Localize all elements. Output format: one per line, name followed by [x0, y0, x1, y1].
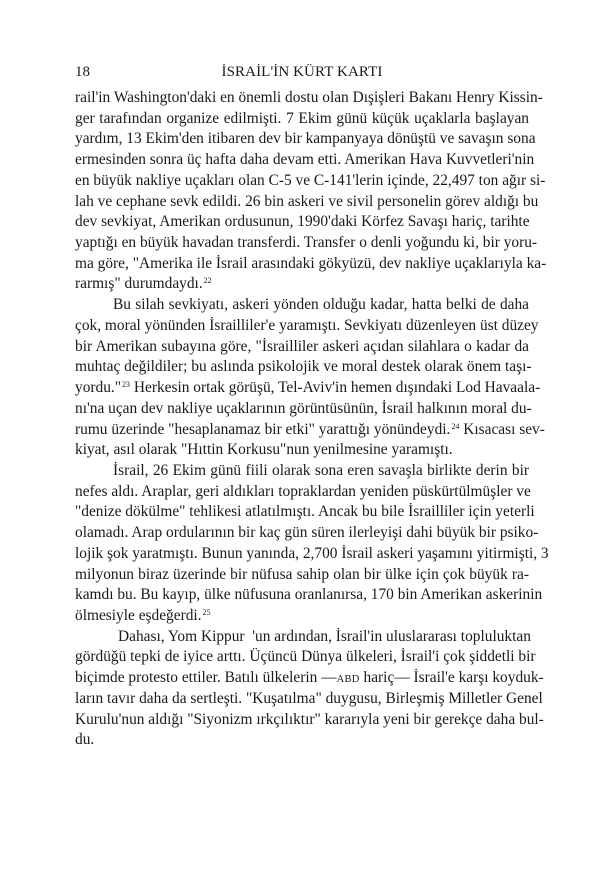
text-line: Dahası, Yom Kippur 'un ardından, İsrail'in uluslararası topluluktan — [118, 627, 531, 645]
text-line: İsrail, 26 Ekim günü fiili olarak sona eren savaşla birlikte derin bir — [113, 461, 529, 479]
text-line: bir Amerikan subayına göre, "İsrailliler askeri açıdan silahlara o kadar da — [75, 337, 529, 355]
text-line: yardım, 13 Ekim'den itibaren dev bir kampanyaya dönüştü ve savaşın sona — [75, 130, 536, 148]
text-line: ölmesiyle eşdeğerdi.$^{25}$ — [75, 606, 211, 624]
text-line: muhtaç değildiler; bu aslında psikolojik ve moral destek olarak önem taşı- — [75, 358, 532, 376]
text-line: lah ve cephane sevk edildi. 26 bin askeri ve sivil personelin görev aldığı bu — [75, 192, 539, 210]
running-title: İSRAİL'İN KÜRT KARTI — [221, 64, 383, 80]
text-line: Bu silah sevkiyatı, askeri yönden olduğu kadar, hatta belki de daha — [113, 296, 529, 314]
text-line: rail'in Washington'daki en önemli dostu olan Dışişleri Bakanı Henry Kissin- — [75, 89, 543, 106]
text-line: çok, moral yönünden İsrailliler'e yaramıştı. Sevkiyatı düzenleyen üst düzey — [75, 316, 539, 334]
text-line: nefes aldı. Araplar, geri aldıkları topraklardan yeniden püskürtülmüşler ve — [75, 482, 531, 500]
text-line: en büyük nakliye uçakları olan C-5 ve C-141'lerin içinde, 22,497 ton ağır si- — [75, 171, 546, 189]
text-line: milyonun biraz üzerinde bir nüfusa sahip olan bir ülke için çok büyük ra- — [75, 565, 529, 583]
text-line: gördüğü tepki de iyice arttı. Üçüncü Dünya ülkeleri, İsrail'i çok şiddetli bir — [75, 648, 536, 666]
text-line: ermesinden sonra üç hafta daha devam etti. Amerikan Hava Kuvvetleri'nin — [75, 151, 535, 169]
text-line: ma göre, "Amerika ile İsrail arasındaki gökyüzü, dev nakliye uçaklarıyla ka- — [75, 254, 547, 272]
text-line: "denize dökülme" tehlikesi atlatılmıştı. Ancak bu bile İsrailliler için yeterli — [75, 503, 535, 521]
paragraph — [75, 88, 547, 295]
paragraph — [75, 295, 545, 461]
body-text — [75, 88, 549, 751]
text-line: du. — [75, 731, 95, 749]
footnote-ref[interactable]: 24 — [451, 421, 460, 431]
footnote-ref[interactable]: 25 — [202, 607, 211, 617]
paragraph — [75, 461, 549, 627]
text-line: rumu üzerinde "hesaplanamaz bir etki" yarattığı yönündeydi.$^{24}$ Kısacası sev- — [75, 420, 545, 438]
text-line: yordu."$^{23}$ Herkesin ortak görüşü, Tel-Aviv'in hemen dışındaki Lod Havaala- — [75, 379, 541, 397]
running-header — [75, 64, 529, 84]
text-line: Kurulu'nun aldığı "Siyonizm ırkçılıktır" kararıyla yeni bir gerekçe daha bul- — [75, 710, 544, 728]
page-number: 18 — [75, 64, 90, 80]
text-line: ger tarafından organize edilmişti. 7 Ekim günü küçük uçaklarla başlayan — [75, 109, 529, 127]
text-line: rarmış" durumdaydı.$^{22}$ — [75, 275, 212, 293]
abbreviation: ABD — [336, 674, 360, 686]
text-line: biçimde protesto ettiler. Batılı ülkelerin —ABD hariç— İsrail'e karşı koyduk- — [75, 669, 544, 687]
footnote-ref[interactable]: 23 — [122, 380, 131, 390]
text-line: ların tavır daha da sertleşti. "Kuşatılma" duygusu, Birleşmiş Milletler Genel — [75, 689, 543, 707]
text-line: olamadı. Arap ordularının bir kaç gün süren ilerleyişi dahi büyük bir psiko- — [75, 524, 539, 542]
text-line: nı'na uçan dev nakliye uçaklarının görüntüsünün, İsrail halkının moral du- — [75, 399, 532, 417]
text-line: kamdı bu. Bu kayıp, ülke nüfusuna oranlanırsa, 170 bin Amerikan askerinin — [75, 586, 543, 604]
text-line: yaptığı en büyük havadan transferdi. Transfer o denli yoğundu ki, bir yoru- — [75, 234, 538, 252]
text-line: dev sevkiyat, Amerikan ordusunun, 1990'daki Körfez Savaşı hariç, tarihte — [75, 213, 530, 231]
text-line: lojik şok yaratmıştı. Bunun yanında, 2,700 İsrail askeri yaşamını yitirmişti, 3 — [75, 544, 549, 562]
footnote-ref[interactable]: 22 — [203, 276, 212, 286]
text-line: kiyat, asıl olarak "Hıttin Korkusu"nun yenilmesine yaramıştı. — [75, 441, 453, 459]
paragraph — [75, 627, 544, 751]
